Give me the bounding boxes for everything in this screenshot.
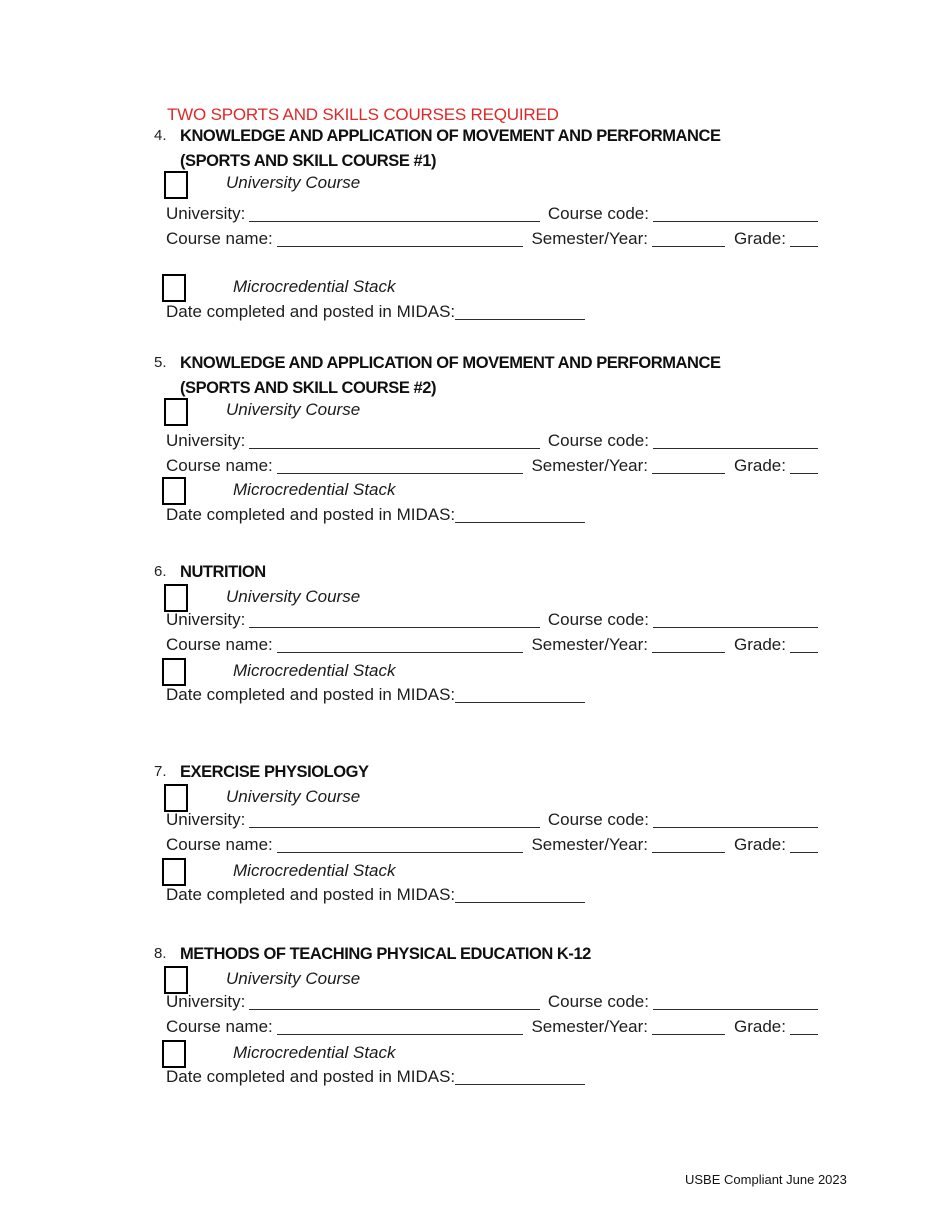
course-code-blank-line[interactable]: [653, 611, 818, 628]
university-course-checkbox[interactable]: [164, 966, 188, 994]
midas-row: [166, 1065, 585, 1087]
midas-date-blank-line[interactable]: [455, 886, 585, 903]
university-course-checkbox[interactable]: [164, 784, 188, 812]
university-blank-line[interactable]: [249, 811, 540, 828]
university-row: [166, 990, 818, 1012]
midas-label: Date completed and posted in MIDAS:: [166, 885, 456, 904]
grade-label: Grade:: [734, 1017, 786, 1036]
microcredential-checkbox[interactable]: [162, 658, 186, 686]
microcredential-label: Microcredential Stack: [233, 661, 396, 680]
university-label: University:: [166, 992, 246, 1011]
university-course-checkbox[interactable]: [164, 398, 188, 426]
grade-label: Grade:: [734, 229, 786, 248]
midas-date-blank-line[interactable]: [455, 506, 585, 523]
grade-blank-line[interactable]: [790, 636, 818, 653]
semester-year-blank-line[interactable]: [652, 636, 725, 653]
midas-date-blank-line[interactable]: [455, 303, 585, 320]
semester-year-label: Semester/Year:: [531, 456, 649, 475]
item-title-line1: KNOWLEDGE AND APPLICATION OF MOVEMENT AND PERFORMANCE: [180, 127, 721, 145]
grade-label: Grade:: [734, 835, 786, 854]
course-name-blank-line[interactable]: [277, 836, 524, 853]
course-name-row: [166, 633, 818, 655]
semester-year-blank-line[interactable]: [652, 1018, 725, 1035]
microcredential-checkbox[interactable]: [162, 858, 186, 886]
course-name-blank-line[interactable]: [277, 1018, 524, 1035]
grade-blank-line[interactable]: [790, 836, 818, 853]
course-name-label: Course name:: [166, 1017, 273, 1036]
university-row: [166, 429, 818, 451]
midas-label: Date completed and posted in MIDAS:: [166, 505, 456, 524]
course-code-label: Course code:: [547, 810, 649, 829]
item-number: 6.: [154, 563, 167, 580]
footer-compliance-text: USBE Compliant June 2023: [685, 1172, 847, 1187]
semester-year-blank-line[interactable]: [652, 457, 725, 474]
midas-label: Date completed and posted in MIDAS:: [166, 685, 456, 704]
university-course-label: University Course: [226, 173, 361, 192]
microcredential-checkbox[interactable]: [162, 477, 186, 505]
midas-row: [166, 883, 585, 905]
microcredential-checkbox[interactable]: [162, 1040, 186, 1068]
section-header: TWO SPORTS AND SKILLS COURSES REQUIRED: [167, 105, 559, 124]
item-number: 7.: [154, 763, 167, 780]
course-code-label: Course code:: [547, 992, 649, 1011]
course-name-row: [166, 833, 818, 855]
semester-year-blank-line[interactable]: [652, 836, 725, 853]
midas-row: [166, 503, 585, 525]
microcredential-label: Microcredential Stack: [233, 861, 396, 880]
course-name-row: [166, 1015, 818, 1037]
midas-row: [166, 683, 585, 705]
semester-year-label: Semester/Year:: [531, 835, 649, 854]
grade-label: Grade:: [734, 635, 786, 654]
university-label: University:: [166, 204, 246, 223]
university-label: University:: [166, 610, 246, 629]
grade-label: Grade:: [734, 456, 786, 475]
course-name-label: Course name:: [166, 229, 273, 248]
university-label: University:: [166, 431, 246, 450]
university-course-label: University Course: [226, 787, 361, 806]
university-label: University:: [166, 810, 246, 829]
microcredential-label: Microcredential Stack: [233, 277, 396, 296]
university-course-checkbox[interactable]: [164, 171, 188, 199]
midas-row: [166, 300, 585, 322]
item-number: 4.: [154, 127, 167, 144]
course-name-blank-line[interactable]: [277, 230, 524, 247]
course-name-blank-line[interactable]: [277, 457, 524, 474]
semester-year-blank-line[interactable]: [652, 230, 725, 247]
item-title-line1: METHODS OF TEACHING PHYSICAL EDUCATION K-12: [180, 945, 591, 963]
course-name-label: Course name:: [166, 835, 273, 854]
microcredential-label: Microcredential Stack: [233, 480, 396, 499]
university-row: [166, 202, 818, 224]
university-blank-line[interactable]: [249, 205, 540, 222]
course-code-label: Course code:: [547, 204, 649, 223]
microcredential-checkbox[interactable]: [162, 274, 186, 302]
midas-label: Date completed and posted in MIDAS:: [166, 302, 456, 321]
course-code-label: Course code:: [547, 431, 649, 450]
semester-year-label: Semester/Year:: [531, 229, 649, 248]
course-code-blank-line[interactable]: [653, 811, 818, 828]
item-number: 8.: [154, 945, 167, 962]
course-code-label: Course code:: [547, 610, 649, 629]
university-course-checkbox[interactable]: [164, 584, 188, 612]
item-title-line1: KNOWLEDGE AND APPLICATION OF MOVEMENT AND PERFORMANCE: [180, 354, 721, 372]
item-title-line2: (SPORTS AND SKILL COURSE #2): [180, 379, 437, 397]
university-blank-line[interactable]: [249, 993, 540, 1010]
course-code-blank-line[interactable]: [653, 432, 818, 449]
semester-year-label: Semester/Year:: [531, 1017, 649, 1036]
course-name-label: Course name:: [166, 456, 273, 475]
item-title-line1: NUTRITION: [180, 563, 266, 581]
midas-date-blank-line[interactable]: [455, 1068, 585, 1085]
university-course-label: University Course: [226, 400, 361, 419]
grade-blank-line[interactable]: [790, 230, 818, 247]
university-row: [166, 608, 818, 630]
university-blank-line[interactable]: [249, 432, 540, 449]
microcredential-label: Microcredential Stack: [233, 1043, 396, 1062]
university-blank-line[interactable]: [249, 611, 540, 628]
course-name-row: [166, 227, 818, 249]
university-row: [166, 808, 818, 830]
course-name-label: Course name:: [166, 635, 273, 654]
item-title-line1: EXERCISE PHYSIOLOGY: [180, 763, 369, 781]
midas-label: Date completed and posted in MIDAS:: [166, 1067, 456, 1086]
grade-blank-line[interactable]: [790, 1018, 818, 1035]
midas-date-blank-line[interactable]: [455, 686, 585, 703]
course-code-blank-line[interactable]: [653, 993, 818, 1010]
course-name-row: [166, 454, 818, 476]
course-code-blank-line[interactable]: [653, 205, 818, 222]
university-course-label: University Course: [226, 969, 361, 988]
item-title-line2: (SPORTS AND SKILL COURSE #1): [180, 152, 437, 170]
course-name-blank-line[interactable]: [277, 636, 524, 653]
item-number: 5.: [154, 354, 167, 371]
grade-blank-line[interactable]: [790, 457, 818, 474]
university-course-label: University Course: [226, 587, 361, 606]
semester-year-label: Semester/Year:: [531, 635, 649, 654]
